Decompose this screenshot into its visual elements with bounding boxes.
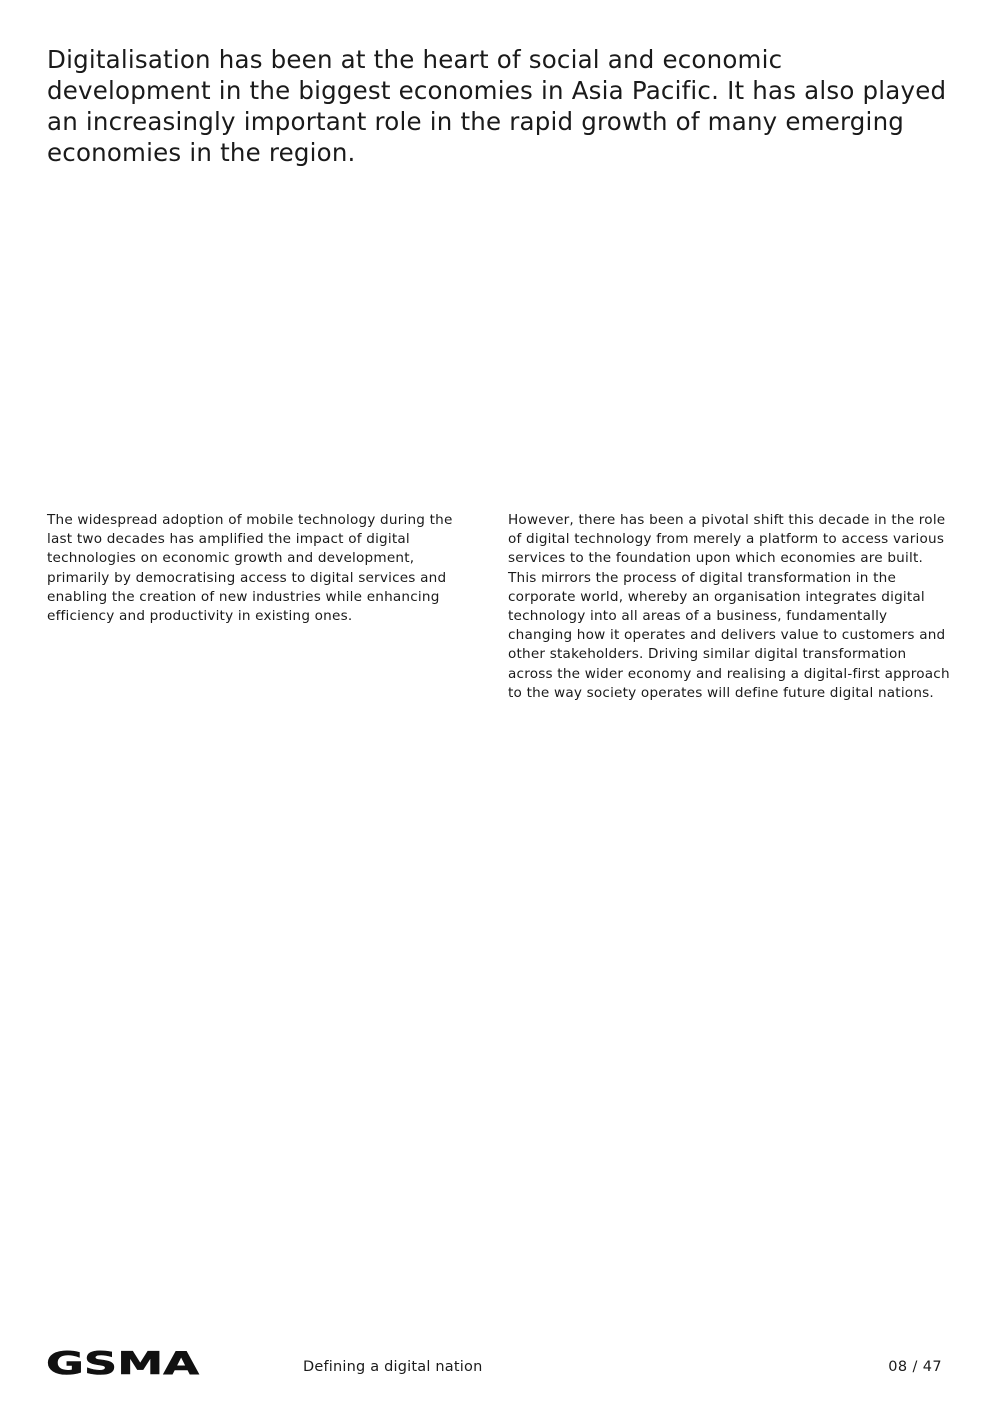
- gsma-logo-text: GSMA: [46, 1349, 199, 1377]
- body-paragraph-left: The widespread adoption of mobile technology during the last two decades has amplified the impact of digital technologies on economic growth and development, primarily by democratising access to digital services and enabling the creation of new industries while enhancing efficiency and productivity in existing ones.: [47, 512, 453, 625]
- intro-paragraph: Digitalisation has been at the heart of social and economic development in the biggest economies in Asia Pacific. It has also played an increasingly important role in the rapid growth of many emerging economies in the region.: [47, 45, 947, 167]
- document-title: Defining a digital nation: [303, 1359, 483, 1375]
- page-indicator: 08 / 47: [888, 1359, 942, 1375]
- gsma-logo: [46, 1349, 200, 1377]
- body-paragraph-right: However, there has been a pivotal shift this decade in the role of digital technology from merely a platform to access various services to the foundation upon which economies are built. This mirrors the process of digital transformation in the corporate world, whereby an organisation integrates digital technology into all areas of a business, fundamentally changing how it operates and delivers value to customers and other stakeholders. Driving similar digital transformation across the wider economy and realising a digital-first approach to the way society operates will define future digital nations.: [508, 512, 950, 701]
